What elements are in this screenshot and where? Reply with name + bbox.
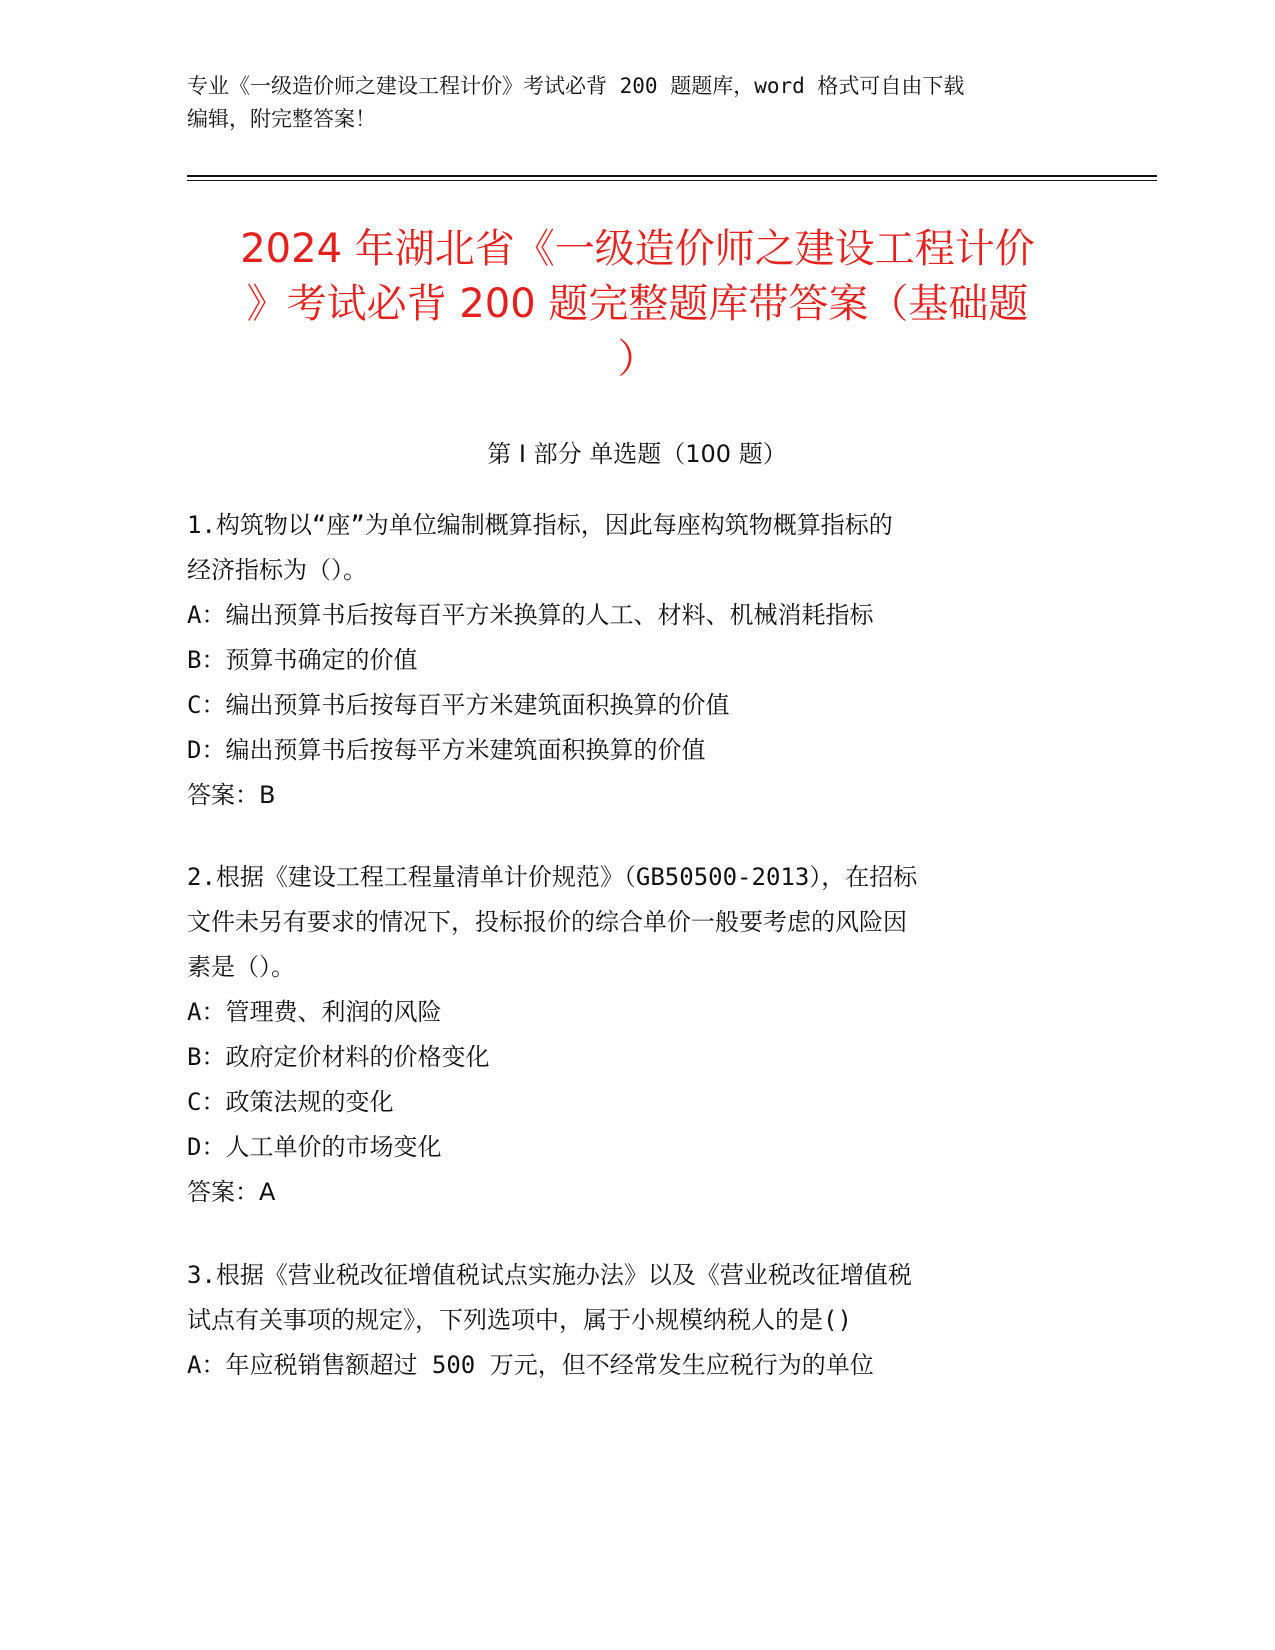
header-note: [187, 70, 1087, 136]
question-stem-line: 试点有关事项的规定》，下列选项中，属于小规模纳税人的是(): [187, 1306, 852, 1334]
question-stem-line: 文件未另有要求的情况下，投标报价的综合单价一般要考虑的风险因: [187, 908, 907, 936]
answer: 答案：A: [187, 1178, 276, 1206]
document-title: [160, 222, 1115, 387]
section-title: 第 I 部分 单选题（100 题）: [487, 440, 787, 468]
header-note-line-2: 编辑，附完整答案！: [187, 107, 376, 131]
header-divider-thick: [187, 175, 1157, 177]
question-1: [187, 503, 1087, 818]
question-stem-line: 素是（）。: [187, 953, 295, 981]
option-d: D：人工单价的市场变化: [187, 1133, 442, 1161]
document-title-line-3: ）: [617, 336, 658, 382]
question-3: [187, 1253, 1087, 1388]
option-a: A：编出预算书后按每百平方米换算的人工、材料、机械消耗指标: [187, 601, 874, 629]
option-a: A：年应税销售额超过 500 万元，但不经常发生应税行为的单位: [187, 1351, 874, 1379]
answer: 答案：B: [187, 781, 276, 809]
option-d: D：编出预算书后按每平方米建筑面积换算的价值: [187, 736, 706, 764]
question-2: [187, 855, 1087, 1215]
question-stem-line: 1.构筑物以“座”为单位编制概算指标，因此每座构筑物概算指标的: [187, 511, 893, 539]
header-divider-thin: [187, 180, 1157, 181]
option-c: C：政策法规的变化: [187, 1088, 394, 1116]
document-title-line-1: 2024 年湖北省《一级造价师之建设工程计价: [240, 226, 1035, 272]
header-note-line-1: 专业《一级造价师之建设工程计价》考试必背 200 题题库，word 格式可自由下载: [187, 74, 965, 98]
option-b: B：政府定价材料的价格变化: [187, 1043, 490, 1071]
question-stem-line: 3.根据《营业税改征增值税试点实施办法》以及《营业税改征增值税: [187, 1261, 912, 1289]
document-title-line-2: 》考试必背 200 题完整题库带答案（基础题: [246, 281, 1029, 327]
option-a: A：管理费、利润的风险: [187, 998, 442, 1026]
question-stem-line: 经济指标为（）。: [187, 556, 367, 584]
option-b: B：预算书确定的价值: [187, 646, 418, 674]
question-stem-line: 2.根据《建设工程工程量清单计价规范》（GB50500-2013），在招标: [187, 863, 918, 891]
option-c: C：编出预算书后按每百平方米建筑面积换算的价值: [187, 691, 730, 719]
